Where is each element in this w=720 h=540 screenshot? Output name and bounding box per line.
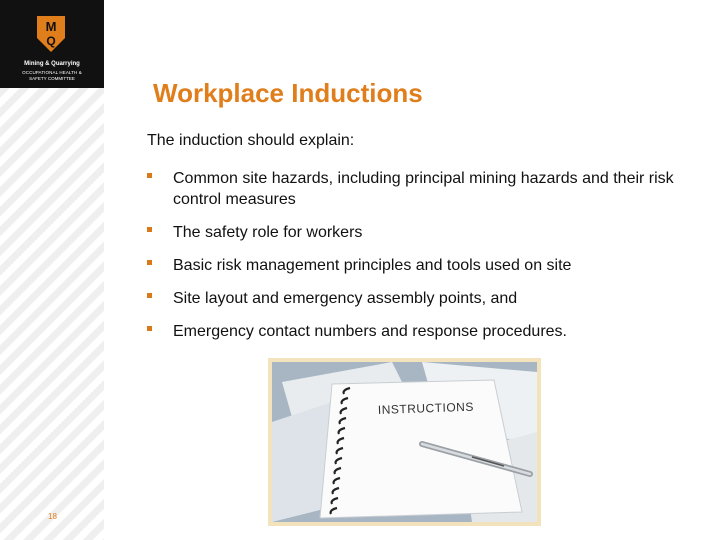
- photo-background: [272, 362, 537, 522]
- list-item: [147, 288, 687, 309]
- svg-text:M: M: [45, 19, 57, 34]
- square-bullet-icon: [147, 260, 152, 265]
- instructions-photo: [268, 358, 541, 526]
- bullet-text: Common site hazards, including principal mining hazards and their risk control measures: [173, 170, 674, 208]
- list-item: [147, 321, 687, 342]
- sidebar: [0, 0, 104, 540]
- list-item: [147, 255, 687, 276]
- bullet-text: Basic risk management principles and tools used on site: [173, 257, 572, 274]
- committee-logo: [0, 0, 104, 88]
- square-bullet-icon: [147, 293, 152, 298]
- square-bullet-icon: [147, 173, 152, 178]
- square-bullet-icon: [147, 227, 152, 232]
- square-bullet-icon: [147, 326, 152, 331]
- list-item: [147, 222, 687, 243]
- bullet-text: Site layout and emergency assembly points, and: [173, 290, 518, 307]
- bullet-text: Emergency contact numbers and response procedures.: [173, 323, 567, 340]
- list-item: [147, 168, 687, 210]
- logo-line-3: SAFETY COMMITTEE: [29, 76, 75, 81]
- logo-line-2: OCCUPATIONAL HEALTH &: [22, 70, 82, 75]
- booklet-heading: INSTRUCTIONS: [377, 399, 475, 417]
- diagonal-stripes-decoration: [0, 88, 104, 540]
- logo-line-1: Mining & Quarrying: [24, 61, 80, 67]
- page-number: 18: [48, 512, 57, 521]
- mq-logo-icon: [33, 14, 69, 54]
- bullet-list: [147, 168, 687, 354]
- instructions-booklet-illustration: [272, 362, 537, 522]
- bullet-text: The safety role for workers: [173, 224, 363, 241]
- slide-title: Workplace Inductions: [153, 78, 423, 108]
- intro-text: The induction should explain:: [147, 132, 355, 149]
- svg-text:Q: Q: [46, 34, 56, 48]
